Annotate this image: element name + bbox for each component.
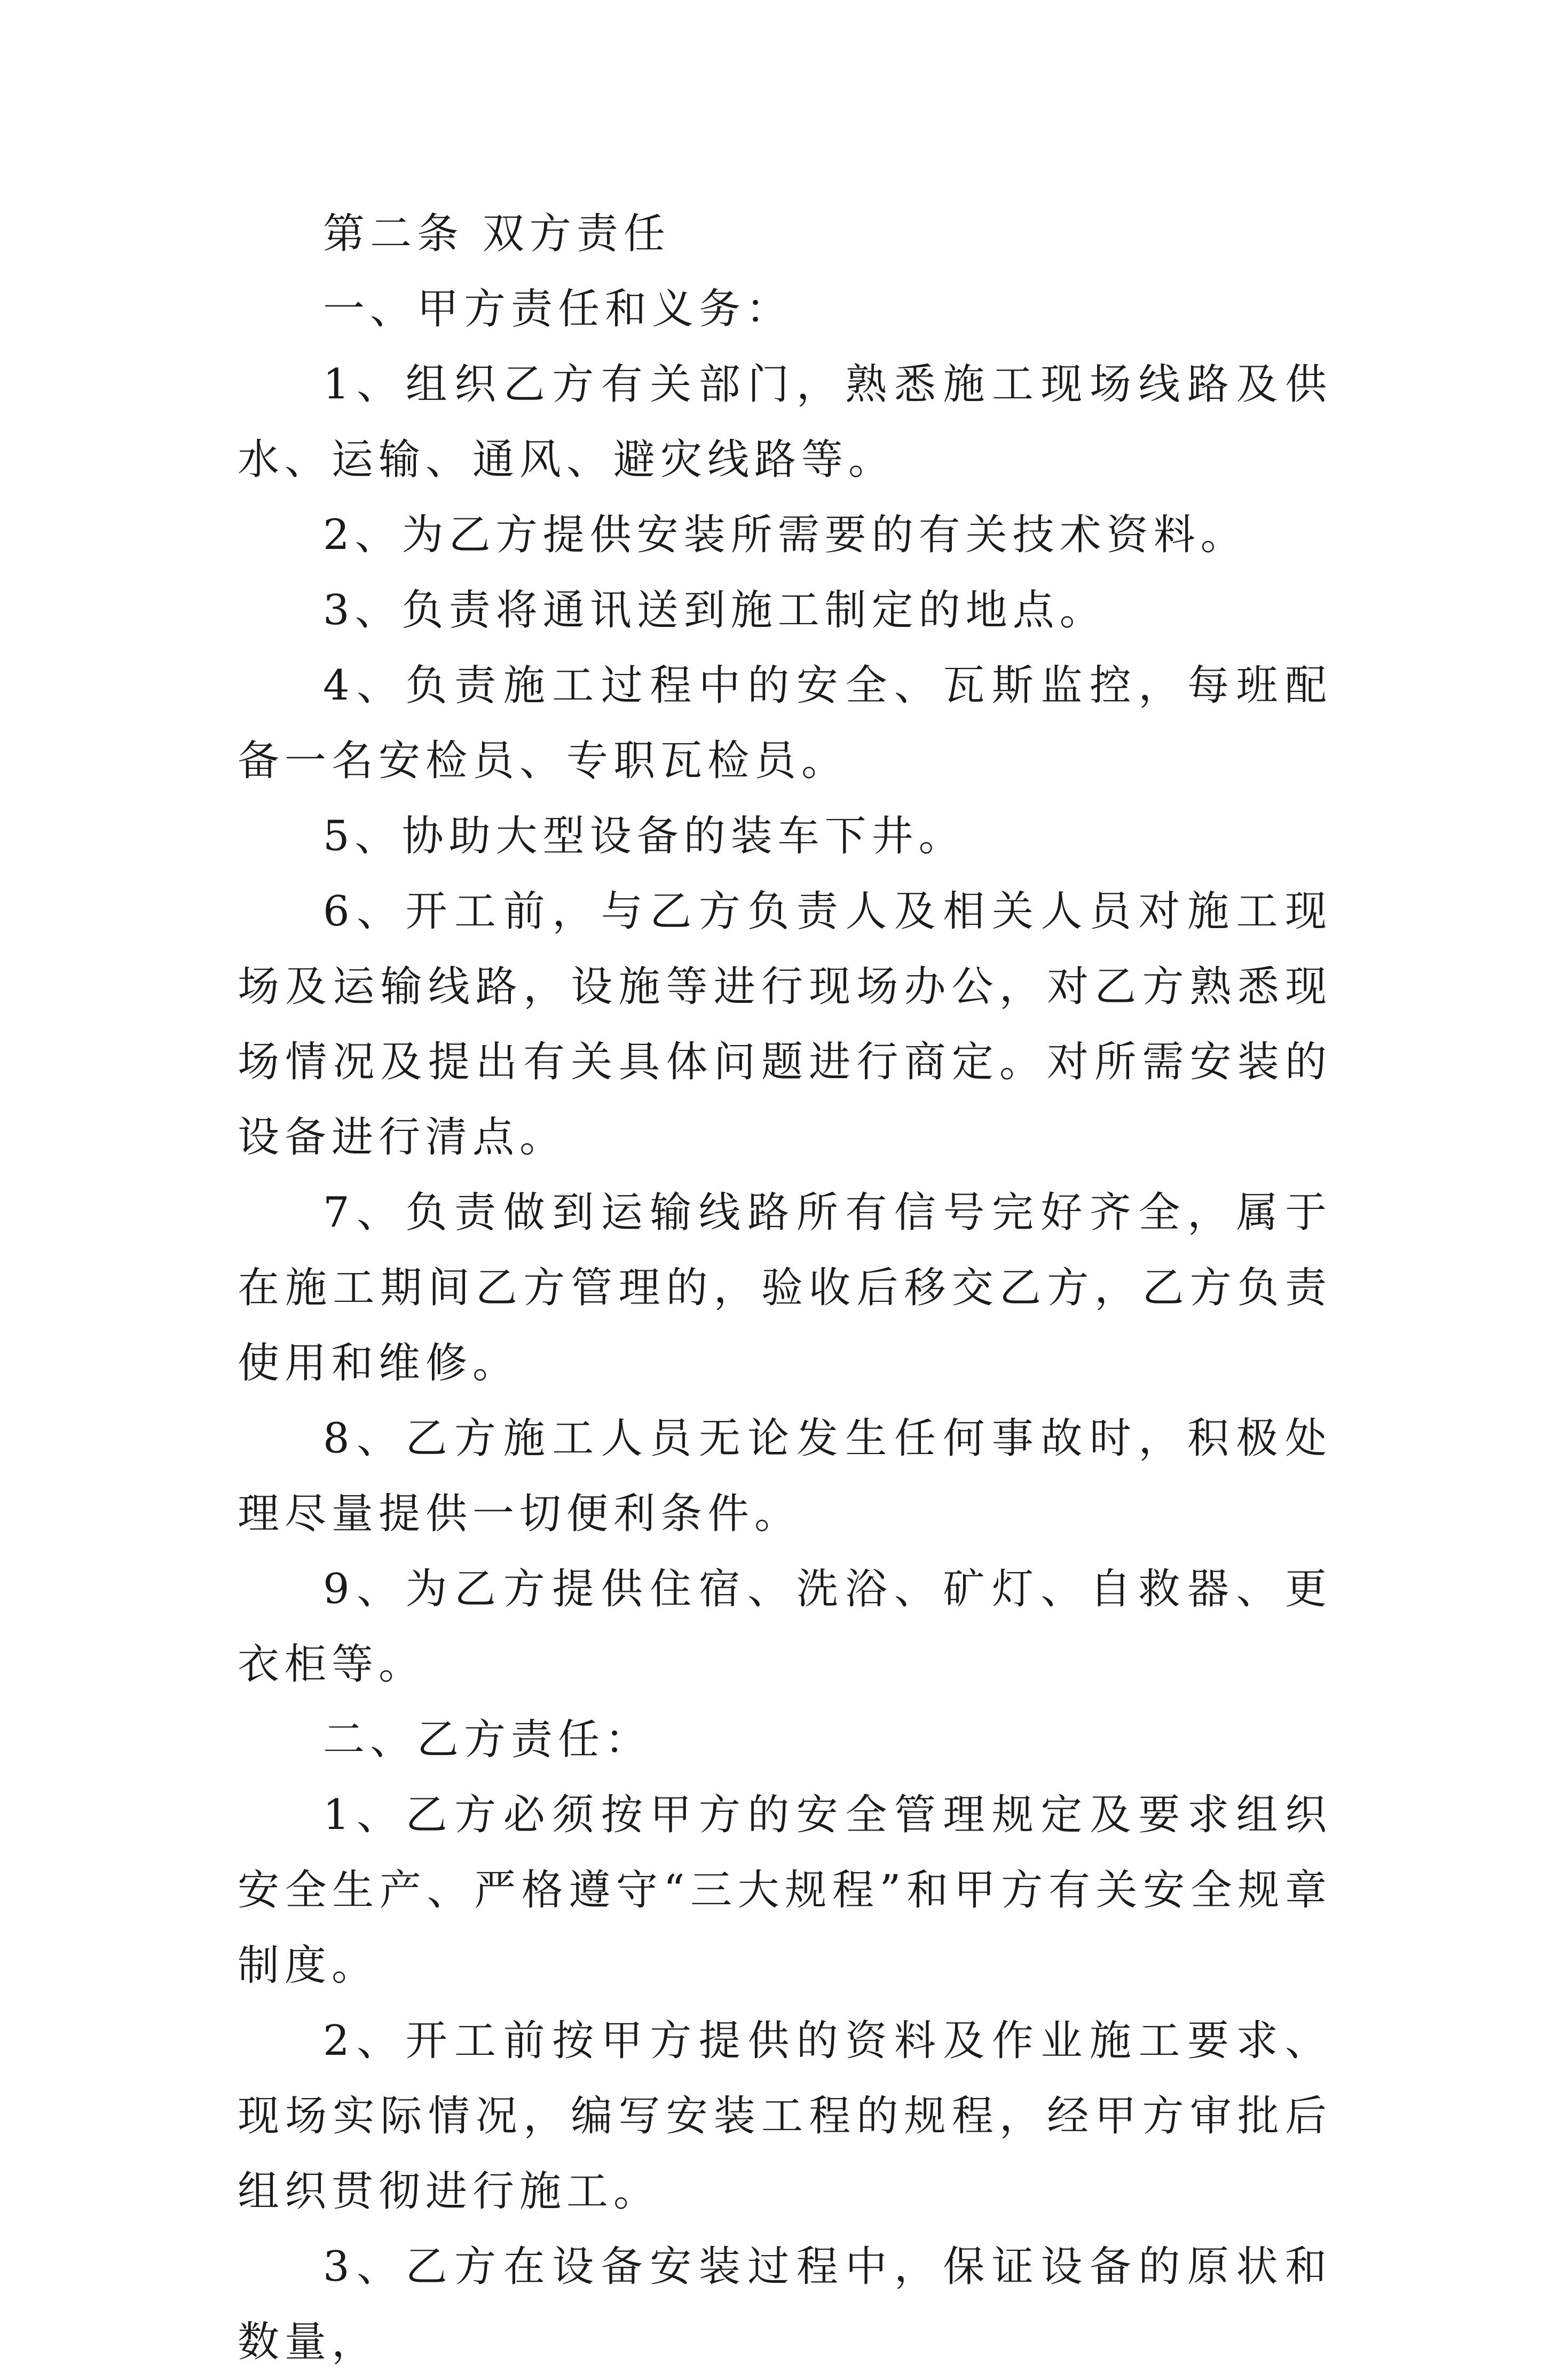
document-body	[238, 197, 1332, 2380]
clause-a-6: 6、开工前，与乙方负责人及相关人员对施工现场及运输线路，设施等进行现场办公，对乙方熟悉现场情况及提出有关具体问题进行商定。对所需安装的设备进行清点。	[238, 887, 1332, 1161]
clause-a-9: 9、为乙方提供住宿、洗浴、矿灯、自救器、更衣柜等。	[238, 1565, 1332, 1688]
clause-a-4: 4、负责施工过程中的安全、瓦斯监控，每班配备一名安检员、专职瓦检员。	[238, 662, 1332, 785]
clause-a-2: 2、为乙方提供安装所需要的有关技术资料。	[323, 511, 1248, 559]
subsection-heading-party-a: 一、甲方责任和义务：	[323, 285, 793, 333]
clause-a-8: 8、乙方施工人员无论发生任何事故时，积极处理尽量提供一切便利条件。	[238, 1415, 1332, 1538]
clause-a-7: 7、负责做到运输线路所有信号完好齐全，属于在施工期间乙方管理的，验收后移交乙方，乙方负责使用和维修。	[238, 1189, 1332, 1387]
clause-a-5: 5、协助大型设备的装车下井。	[323, 812, 966, 860]
subsection-heading-party-b: 二、乙方责任：	[323, 1716, 652, 1764]
clause-a-1: 1、组织乙方有关部门，熟悉施工现场线路及供水、运输、通风、避灾线路等。	[238, 360, 1332, 484]
clause-b-2: 2、开工前按甲方提供的资料及作业施工要求、现场实际情况，编写安装工程的规程，经甲方审批后组织贯彻进行施工。	[238, 2017, 1332, 2216]
clause-a-3: 3、负责将通讯送到施工制定的地点。	[323, 586, 1107, 634]
section-heading: 第二条 双方责任	[323, 210, 671, 258]
clause-b-3: 3、乙方在设备安装过程中，保证设备的原状和数量，	[238, 2243, 1332, 2366]
clause-b-1: 1、乙方必须按甲方的安全管理规定及要求组织安全生产、严格遵守“三大规程”和甲方有关安全规章制度。	[238, 1791, 1332, 1990]
